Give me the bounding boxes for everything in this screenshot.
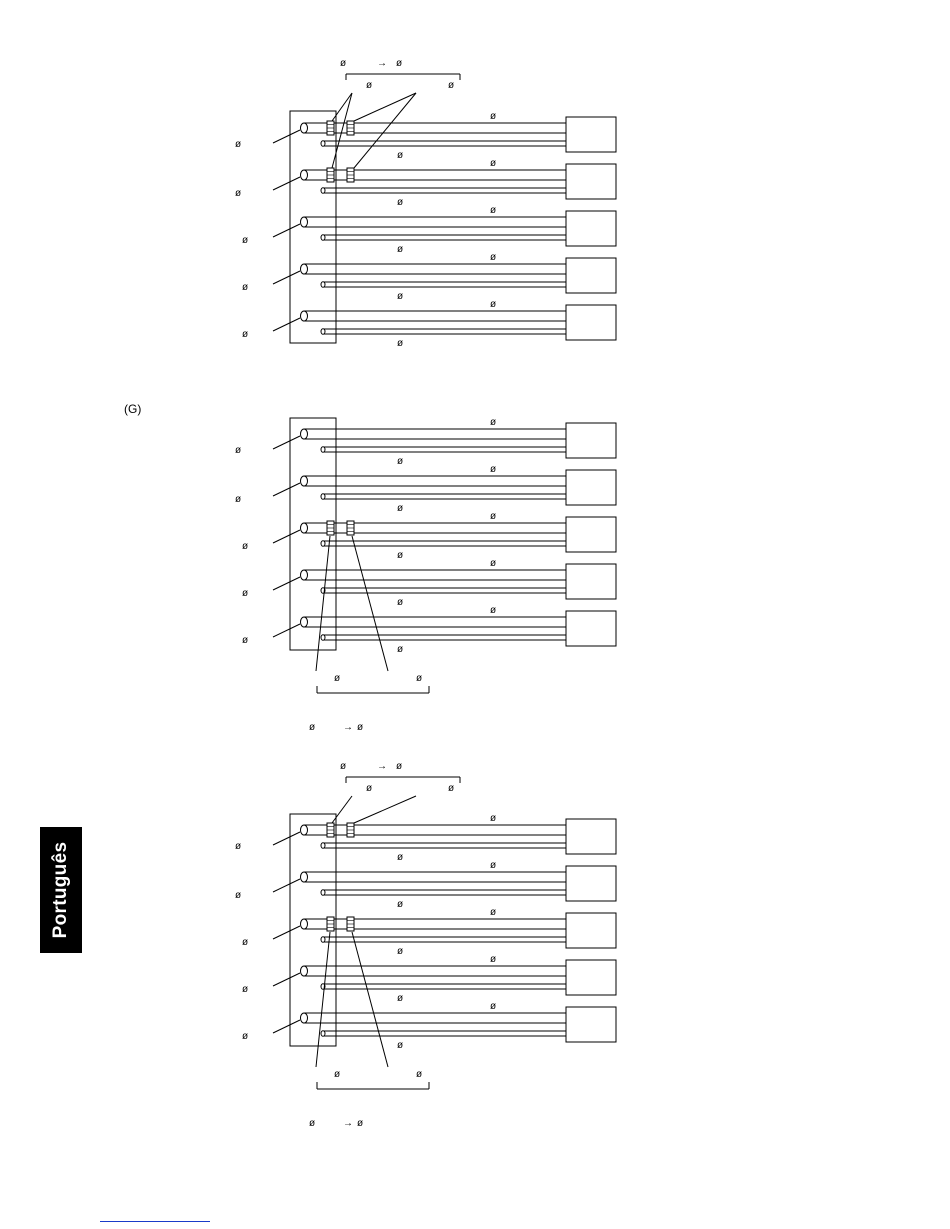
- diagram-top-row-3-port-leader: [273, 224, 300, 237]
- diagram-g-callout-bottom-right-diameter: ø: [416, 673, 423, 684]
- diagram-g-row-2-port-leader: [273, 483, 300, 496]
- diagram-g-row-1-gas-diameter: ø: [490, 417, 497, 428]
- diagram-top-row-4-gas-port: [301, 264, 308, 274]
- diagram-top-row-1-gas-diameter: ø: [490, 111, 497, 122]
- diagram-bottom-callout-bottom-leader-1: [316, 932, 330, 1067]
- diagram-g-row-5-gas-diameter: ø: [490, 605, 497, 616]
- diagram-bottom-row-5-liquid-port: [321, 1031, 325, 1037]
- diagram-g-row-4-port-diameter: ø: [242, 588, 249, 599]
- diagram-bottom-row-4-liquid-diameter: ø: [397, 993, 404, 1004]
- diagram-bottom-row-1-liquid-diameter: ø: [397, 852, 404, 863]
- diagram-bottom-row-2-liquid-diameter: ø: [397, 899, 404, 910]
- diagram-bottom-row-4-port-leader: [273, 973, 300, 986]
- diagram-g-row-3-port-leader: [273, 530, 300, 543]
- diagram-top-row-2-port-diameter: ø: [235, 188, 242, 199]
- diagram-bottom-row-3-gas-diameter: ø: [490, 907, 497, 918]
- diagram-bottom-row-5-indoor-unit: [566, 1007, 616, 1042]
- diagram-bottom-row-2-gas-diameter: ø: [490, 860, 497, 871]
- diagram-bottom-callout-top-leader-1: [332, 796, 352, 823]
- diagram-g-callout-bottom-left-diameter: ø: [334, 673, 341, 684]
- diagram-g-row-5-liquid-diameter: ø: [397, 644, 404, 655]
- diagram-top-row-1-port-diameter: ø: [235, 139, 242, 150]
- diagram-top-row-5-indoor-unit: [566, 305, 616, 340]
- diagram-g-row-1-liquid-port: [321, 447, 325, 453]
- diagram-g-row-3-gas-port: [301, 523, 308, 533]
- diagram-g-row-1-port-diameter: ø: [235, 445, 242, 456]
- diagram-g-callout-bottom-from: ø: [309, 722, 316, 733]
- diagram-g-row-2-liquid-diameter: ø: [397, 503, 404, 514]
- diagram-top-callout-top-leader-1: [332, 93, 352, 121]
- diagram-bottom-row-4-port-diameter: ø: [242, 984, 249, 995]
- diagram-g-row-5-port-diameter: ø: [242, 635, 249, 646]
- diagram-bottom-row-5-liquid-diameter: ø: [397, 1040, 404, 1051]
- diagram-top-row-4-port-leader: [273, 271, 300, 284]
- diagram-g-row-4-gas-port: [301, 570, 308, 580]
- diagram-top-row-5-port-diameter: ø: [242, 329, 249, 340]
- diagram-g-row-5-indoor-unit: [566, 611, 616, 646]
- diagram-g-row-2-liquid-port: [321, 494, 325, 500]
- diagram-bottom-row-4-gas-port: [301, 966, 308, 976]
- diagram-g-row-4-port-leader: [273, 577, 300, 590]
- diagram-bottom-row-5-port-leader: [273, 1020, 300, 1033]
- diagram-bottom-row-5-gas-diameter: ø: [490, 1001, 497, 1012]
- diagram-top-row-1-gas-port: [301, 123, 308, 133]
- language-tab-label: Português: [50, 841, 71, 939]
- diagram-top-row-5-gas-diameter: ø: [490, 299, 497, 310]
- diagram-g-row-1-gas-port: [301, 429, 308, 439]
- diagram-g-row-2-port-diameter: ø: [235, 494, 242, 505]
- diagram-bottom-callout-bottom-right-diameter: ø: [416, 1069, 423, 1080]
- diagram-bottom-row-5-port-diameter: ø: [242, 1031, 249, 1042]
- diagram-bottom-row-3-gas-port: [301, 919, 308, 929]
- diagram-g-row-1-indoor-unit: [566, 423, 616, 458]
- diagram-bottom-row-2-gas-port: [301, 872, 308, 882]
- diagram-g-row-5-liquid-port: [321, 635, 325, 641]
- diagram-top-row-5-port-leader: [273, 318, 300, 331]
- diagram-g-row-2-gas-diameter: ø: [490, 464, 497, 475]
- diagram-bottom-callout-top-from: ø: [340, 761, 347, 772]
- diagram-top-row-3-liquid-diameter: ø: [397, 244, 404, 255]
- diagram-bottom-callout-bottom-to: ø: [357, 1118, 364, 1129]
- diagram-bottom-row-1-port-diameter: ø: [235, 841, 242, 852]
- diagram-top-row-5-liquid-port: [321, 329, 325, 335]
- diagram-g-callout-bottom-to: ø: [357, 722, 364, 733]
- diagram-bottom-callout-top-right-diameter: ø: [448, 783, 455, 794]
- diagram-g-row-1-port-leader: [273, 436, 300, 449]
- diagram-top-row-2-liquid-port: [321, 188, 325, 194]
- language-tab[interactable]: [40, 827, 82, 953]
- diagram-bottom-row-3-liquid-diameter: ø: [397, 946, 404, 957]
- diagram-g-callout-bottom-leader-1: [316, 536, 330, 671]
- diagram-bottom-row-3-liquid-port: [321, 937, 325, 943]
- diagram-top-row-1-port-leader: [273, 130, 300, 143]
- diagram-bottom-row-3-indoor-unit: [566, 913, 616, 948]
- diagram-top-row-5-liquid-diameter: ø: [397, 338, 404, 349]
- diagram-bottom-callout-top-leader-2: [354, 796, 416, 823]
- diagram-g-row-5-port-leader: [273, 624, 300, 637]
- diagram-top-row-1-liquid-port: [321, 141, 325, 147]
- diagram-g-callout-bottom-arrow: →: [343, 722, 353, 733]
- diagram-top-row-3-liquid-port: [321, 235, 325, 241]
- diagram-top-row-2-gas-port: [301, 170, 308, 180]
- diagram-g-row-4-indoor-unit: [566, 564, 616, 599]
- diagram-bottom-row-1-gas-diameter: ø: [490, 813, 497, 824]
- diagram-g-row-2-indoor-unit: [566, 470, 616, 505]
- diagram-g-row-1-liquid-diameter: ø: [397, 456, 404, 467]
- diagram-top-row-3-port-diameter: ø: [242, 235, 249, 246]
- diagram-bottom-row-3-port-diameter: ø: [242, 937, 249, 948]
- diagram-bottom-row-3-port-leader: [273, 926, 300, 939]
- diagram-bottom-row-5-gas-port: [301, 1013, 308, 1023]
- diagram-top-callout-top-leader-4: [354, 93, 416, 168]
- diagram-top-callout-top-left-diameter: ø: [366, 80, 373, 91]
- diagram-g-row-3-gas-diameter: ø: [490, 511, 497, 522]
- diagram-top-row-1-indoor-unit: [566, 117, 616, 152]
- diagram-bottom-row-2-port-diameter: ø: [235, 890, 242, 901]
- diagram-top-callout-top-to: ø: [396, 58, 403, 69]
- diagram-g-callout-bottom-leader-2: [352, 536, 388, 671]
- diagram-g-row-4-gas-diameter: ø: [490, 558, 497, 569]
- diagram-top-row-4-liquid-diameter: ø: [397, 291, 404, 302]
- diagram-g-row-3-liquid-port: [321, 541, 325, 547]
- diagram-top-callout-top-arrow: →: [377, 58, 387, 69]
- diagram-top-row-2-liquid-diameter: ø: [397, 197, 404, 208]
- diagram-bottom-row-1-gas-port: [301, 825, 308, 835]
- diagram-g-row-2-gas-port: [301, 476, 308, 486]
- diagram-bottom-row-4-gas-diameter: ø: [490, 954, 497, 965]
- diagram-top-callout-top-leader-2: [354, 93, 416, 121]
- diagram-top-row-3-gas-port: [301, 217, 308, 227]
- diagram-bottom-row-4-indoor-unit: [566, 960, 616, 995]
- diagram-g-row-5-gas-port: [301, 617, 308, 627]
- section-label-g: (G): [124, 402, 142, 416]
- diagram-bottom-row-1-port-leader: [273, 832, 300, 845]
- diagram-top-row-3-indoor-unit: [566, 211, 616, 246]
- diagram-g-row-3-indoor-unit: [566, 517, 616, 552]
- diagram-g-row-3-port-diameter: ø: [242, 541, 249, 552]
- diagram-top-row-4-liquid-port: [321, 282, 325, 288]
- diagram-top-row-4-port-diameter: ø: [242, 282, 249, 293]
- diagram-bottom-callout-bottom-leader-2: [352, 932, 388, 1067]
- diagram-top-row-5-gas-port: [301, 311, 308, 321]
- diagram-top-row-2-indoor-unit: [566, 164, 616, 199]
- diagram-top-row-1-liquid-diameter: ø: [397, 150, 404, 161]
- diagram-bottom-row-1-indoor-unit: [566, 819, 616, 854]
- diagram-top-row-2-gas-diameter: ø: [490, 158, 497, 169]
- diagram-top-row-3-gas-diameter: ø: [490, 205, 497, 216]
- diagram-bottom-callout-bottom-arrow: →: [343, 1118, 353, 1129]
- diagram-top-row-2-port-leader: [273, 177, 300, 190]
- diagram-bottom-callout-top-to: ø: [396, 761, 403, 772]
- diagram-bottom-callout-bottom-from: ø: [309, 1118, 316, 1129]
- footer-rule: [100, 1221, 210, 1222]
- diagram-top-row-4-gas-diameter: ø: [490, 252, 497, 263]
- diagram-g-row-4-liquid-diameter: ø: [397, 597, 404, 608]
- diagram-bottom-row-2-indoor-unit: [566, 866, 616, 901]
- diagram-bottom-row-2-port-leader: [273, 879, 300, 892]
- diagram-top-callout-top-from: ø: [340, 58, 347, 69]
- diagram-top-row-4-indoor-unit: [566, 258, 616, 293]
- diagram-bottom-row-2-liquid-port: [321, 890, 325, 896]
- diagram-bottom-callout-top-arrow: →: [377, 761, 387, 772]
- diagram-bottom-row-1-liquid-port: [321, 843, 325, 849]
- diagram-g-row-3-liquid-diameter: ø: [397, 550, 404, 561]
- diagram-top-callout-top-right-diameter: ø: [448, 80, 455, 91]
- diagram-bottom-callout-top-left-diameter: ø: [366, 783, 373, 794]
- diagram-bottom-callout-bottom-left-diameter: ø: [334, 1069, 341, 1080]
